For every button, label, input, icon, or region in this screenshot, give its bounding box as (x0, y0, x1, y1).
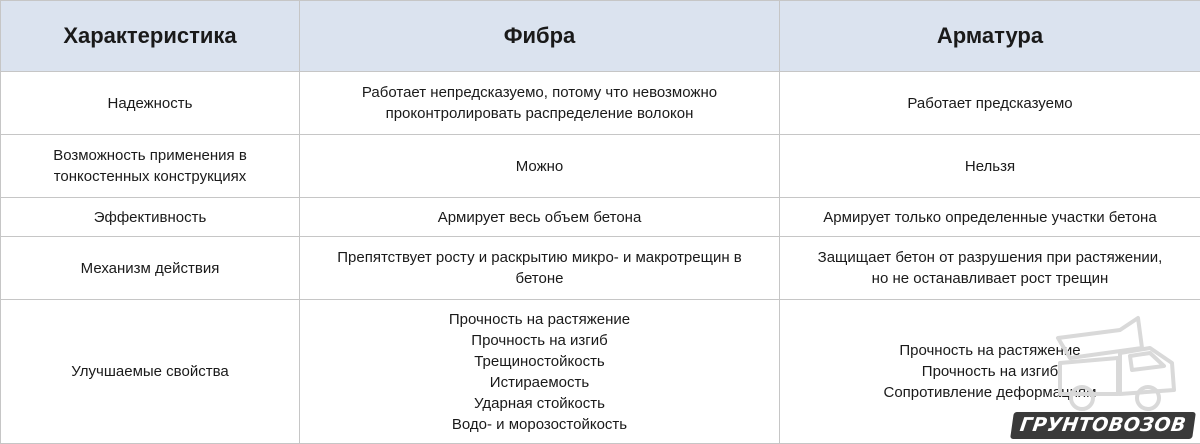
cell-line: Нельзя (788, 156, 1192, 177)
cell-line: Прочность на изгиб (308, 330, 771, 351)
table-row (1, 237, 1200, 300)
cell-line: Сопротивление деформациям (788, 382, 1192, 403)
cell-fiber (300, 135, 780, 198)
cell-line: бетоне (308, 268, 771, 289)
cell-rebar (780, 72, 1200, 135)
cell-fiber (300, 300, 780, 444)
cell-line: Прочность на изгиб (788, 361, 1192, 382)
cell-characteristic (1, 72, 300, 135)
cell-line: тонкостенных конструкциях (9, 166, 291, 187)
cell-line: Надежность (9, 93, 291, 114)
cell-line: Прочность на растяжение (788, 340, 1192, 361)
cell-line: Можно (308, 156, 771, 177)
cell-line: Армирует весь объем бетона (308, 207, 771, 228)
cell-line: Истираемость (308, 372, 771, 393)
cell-fiber (300, 198, 780, 237)
cell-rebar (780, 135, 1200, 198)
cell-rebar (780, 237, 1200, 300)
cell-line: Защищает бетон от разрушения при растяжении, (788, 247, 1192, 268)
cell-line: Механизм действия (9, 258, 291, 279)
cell-line: проконтролировать распределение волокон (308, 103, 771, 124)
header-rebar: Арматура (780, 1, 1200, 72)
cell-line: Ударная стойкость (308, 393, 771, 414)
cell-rebar (780, 198, 1200, 237)
table-row (1, 300, 1200, 444)
header-characteristic: Характеристика (1, 1, 300, 72)
cell-characteristic (1, 237, 300, 300)
cell-line: Водо- и морозостойкость (308, 414, 771, 435)
table-row (1, 135, 1200, 198)
cell-line: Прочность на растяжение (308, 309, 771, 330)
cell-fiber (300, 72, 780, 135)
cell-line: Трещиностойкость (308, 351, 771, 372)
cell-characteristic (1, 198, 300, 237)
watermark-text: ГРУНТОВОЗОВ (1010, 412, 1196, 439)
cell-line: Препятствует росту и раскрытию микро- и макротрещин в (308, 247, 771, 268)
cell-rebar (780, 300, 1200, 444)
table-header-row (1, 1, 1200, 72)
table-row (1, 198, 1200, 237)
cell-line: Работает предсказуемо (788, 93, 1192, 114)
cell-line: но не останавливает рост трещин (788, 268, 1192, 289)
cell-line: Армирует только определенные участки бетона (788, 207, 1192, 228)
cell-line: Работает непредсказуемо, потому что невозможно (308, 82, 771, 103)
cell-line: Улучшаемые свойства (9, 361, 291, 382)
cell-line: Возможность применения в (9, 145, 291, 166)
cell-line: Эффективность (9, 207, 291, 228)
cell-characteristic (1, 135, 300, 198)
cell-fiber (300, 237, 780, 300)
table-row (1, 72, 1200, 135)
header-fiber: Фибра (300, 1, 780, 72)
cell-characteristic (1, 300, 300, 444)
